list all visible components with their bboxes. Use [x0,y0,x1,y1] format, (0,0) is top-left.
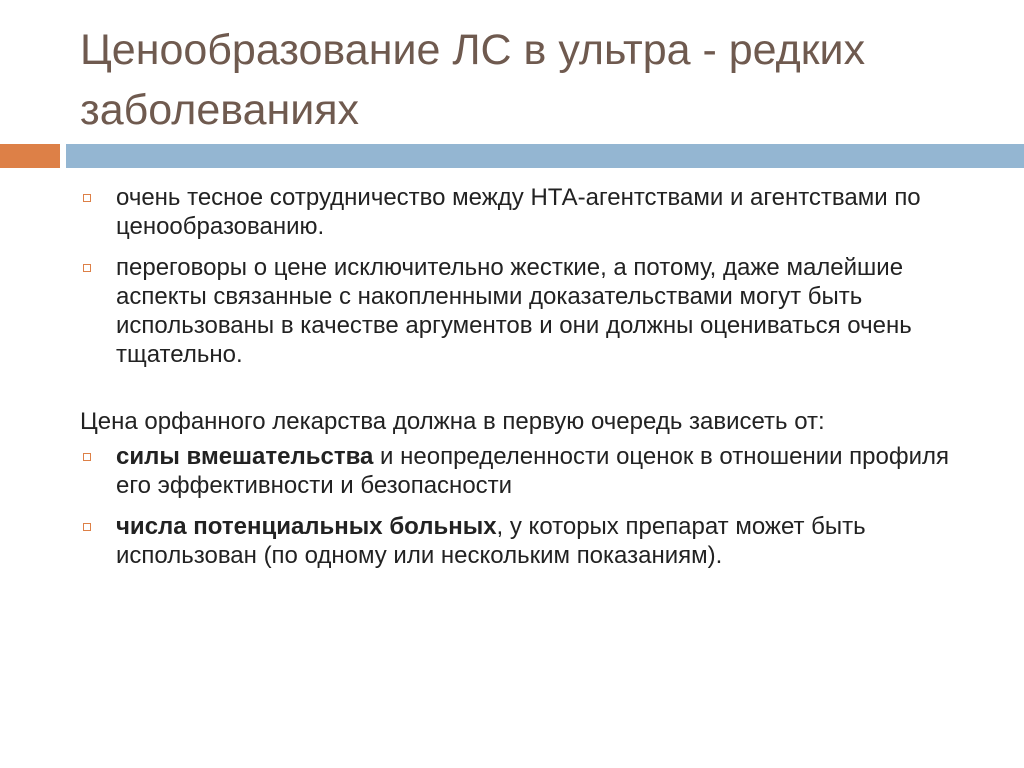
bullet-list-2 [80,442,980,570]
list-item [80,512,980,570]
square-bullet-icon [83,194,91,202]
slide-content [80,183,980,582]
bullet-text: и неопределенности оценок в отношении профиля его эффективности и безопасности [116,443,950,499]
list-item [80,442,980,500]
bullet-text: , у которых препарат может быть использован (по одному или нескольким показаниям). [116,513,866,569]
square-bullet-icon [83,523,91,531]
accent-bar-blue [66,144,1024,168]
square-bullet-icon [83,453,91,461]
list-item [80,253,980,369]
list-item [80,183,980,241]
bullet-bold-text: числа потенциальных больных [116,513,497,540]
bullet-text: очень тесное сотрудничество между НТА-агентствами и агентствами по ценообразованию. [116,184,921,240]
slide-title: Ценообразование ЛС в ультра - редких заболеваниях [80,26,866,134]
bullet-list-1 [80,183,980,369]
bullet-text: переговоры о цене исключительно жесткие, а потому, даже малейшие аспекты связанные с накопленными доказательствами могут быть использованы в качестве аргументов и они должны оцениваться очень тщательно. [116,254,912,368]
intro-paragraph: Цена орфанного лекарства должна в первую очередь зависеть от: [80,408,825,435]
square-bullet-icon [83,264,91,272]
bullet-bold-text: силы вмешательства [116,443,374,470]
accent-bar-orange [0,144,60,168]
